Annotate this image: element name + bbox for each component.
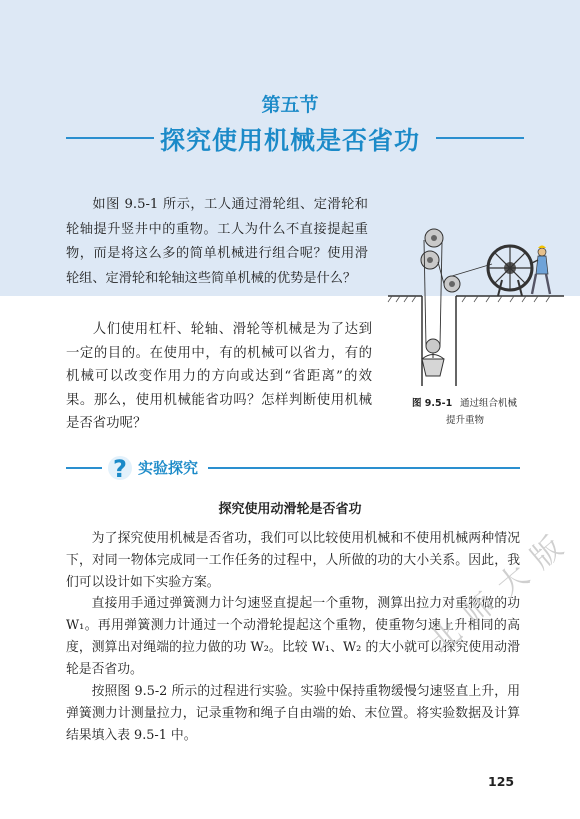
- publisher-watermark: 北师大版: [423, 520, 580, 661]
- body-paragraph-2: 直接用手通过弹簧测力计匀速竖直提起一个重物，测算出拉力对重物做的功 W₁。再用弹簧测力计通过一个动滑轮提起这个重物，使重物匀速上升相同的高度，测算出对绳端的拉力做的功 W₂。比较 W₁、W₂ 的大小就可以探究使用动滑轮是否省功。: [66, 596, 520, 677]
- pulley-lifting-figure: [386, 228, 566, 388]
- page-number: 125: [488, 774, 515, 789]
- experiment-header: [0, 450, 580, 486]
- experiment-rule-right: [208, 467, 520, 469]
- section-title-row: [0, 121, 580, 155]
- figure-number: 图 9.5-1: [412, 398, 453, 409]
- body-paragraph-1: 为了探究使用机械是否省功，我们可以比较使用机械和不使用机械两种情况下，对同一物体完成同一工作任务的过程中，人所做的功的大小关系。因此，我们可以设计如下实验方案。: [66, 531, 520, 590]
- experiment-subtitle: 探究使用动滑轮是否省功: [218, 502, 362, 517]
- svg-text:?: ?: [113, 455, 127, 483]
- body-paragraph-3: 按照图 9.5-2 所示的过程进行实验。实验中保持重物缓慢匀速竖直上升，用弹簧测力计测量拉力，记录重物和绳子自由端的始、末位置。将实验数据及计算结果填入表 9.5-1 中。: [66, 684, 520, 743]
- section-number: 第五节: [261, 94, 319, 116]
- title-rule-right: [436, 137, 524, 139]
- figure-caption-line1: 通过组合机械: [460, 398, 518, 409]
- main-paragraph: 人们使用杠杆、轮轴、滑轮等机械是为了达到一定的目的。在使用中，有的机械可以省力，有的机械可以改变作用力的方向或达到“省距离”的效果。那么，使用机械能省功吗？怎样判断使用机械是否省功呢？: [66, 322, 372, 431]
- intro-paragraph: 如图 9.5-1 所示，工人通过滑轮组、定滑轮和轮轴提升竖井中的重物。工人为什么不直接提起重物，而是将这么多的简单机械进行组合呢？使用滑轮组、定滑轮和轮轴这些简单机械的优势是什么？: [66, 197, 368, 286]
- experiment-label: 实验探究: [138, 459, 199, 477]
- question-mark-icon: [106, 452, 134, 484]
- section-title: 探究使用机械是否省功: [159, 126, 420, 155]
- experiment-rule-left: [66, 467, 102, 469]
- figure-caption-line2: 提升重物: [446, 415, 485, 426]
